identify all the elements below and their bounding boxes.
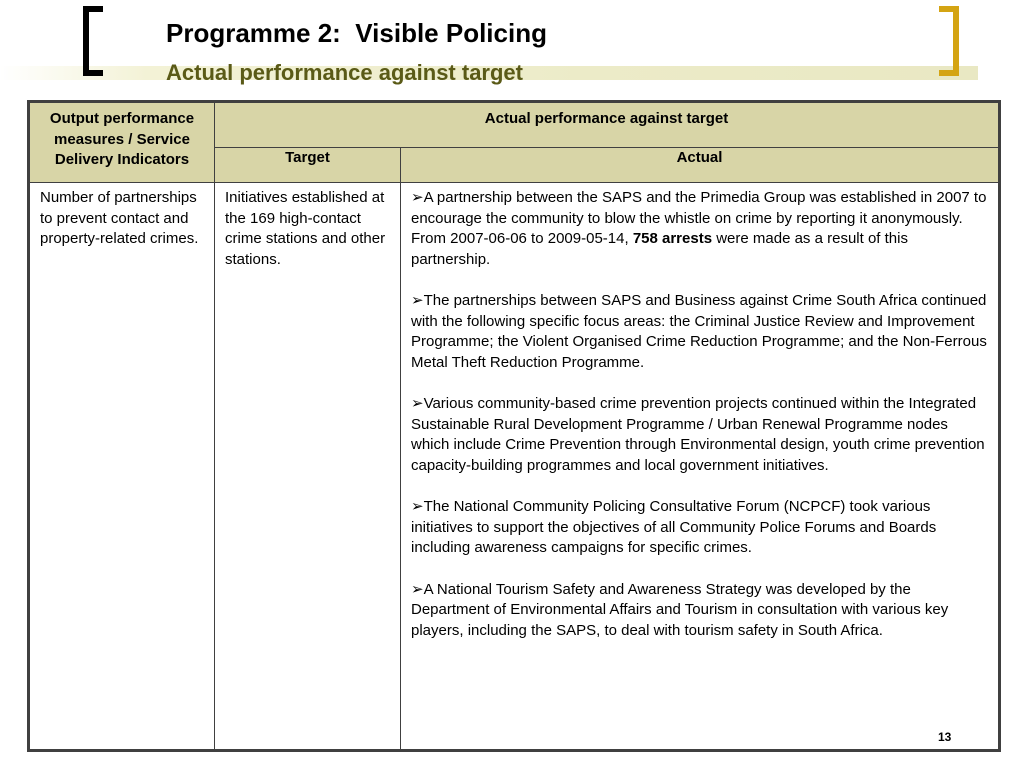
arrow-bullet-icon: ➢ bbox=[411, 580, 424, 598]
actual-bullet-text: Various community-based crime prevention projects continued within the Integrated Sustainable Rural Development Programme / Urban Renewal Programme nodes which include Crime Prevention through Environmental design, youth crime prevention capacity-building programmes and local government initiatives. bbox=[411, 395, 985, 474]
actual-bullet-item bbox=[411, 580, 988, 642]
actual-column-header: Actual bbox=[401, 148, 1000, 183]
target-cell: Initiatives established at the 169 high-contact crime stations and other stations. bbox=[215, 183, 401, 751]
measures-column-header: Output performance measures / Service Delivery Indicators bbox=[29, 102, 215, 183]
actual-bullet-item bbox=[411, 188, 988, 270]
right-bracket-decoration bbox=[939, 6, 959, 76]
performance-group-header: Actual performance against target bbox=[215, 102, 1000, 148]
actual-bullet-text: A partnership between the SAPS and the Primedia Group was established in 2007 to encourage the community to blow the whistle on crime by reporting it anonymously. From 2007-06-06 to 2009-05-14, bbox=[411, 189, 987, 247]
performance-table bbox=[27, 100, 1001, 752]
actual-bullet-text: The National Community Policing Consultative Forum (NCPCF) took various initiatives to support the objectives of all Community Police Forums and Boards including awareness campaigns for specific crimes. bbox=[411, 498, 937, 556]
actual-cell bbox=[401, 183, 1000, 751]
actual-bullet-text: The partnerships between SAPS and Business against Crime South Africa continued with the following specific focus areas: the Criminal Justice Review and Improvement Programme; the Violent Organised Crime Reduction Programme; and the Non-Ferrous Metal Theft Reduction Programme. bbox=[411, 292, 987, 371]
arrow-bullet-icon: ➢ bbox=[411, 292, 424, 309]
actual-bullet-text: A National Tourism Safety and Awareness Strategy was developed by the Department of Environmental Affairs and Tourism in consultation with various key players, including the SAPS, to deal with tourism safety in South Africa. bbox=[411, 580, 949, 639]
arrow-bullet-icon: ➢ bbox=[411, 498, 424, 515]
actual-bullet-item bbox=[411, 394, 988, 476]
arrow-bullet-icon: ➢ bbox=[411, 189, 424, 206]
slide-title: Programme 2: Visible Policing bbox=[166, 18, 547, 48]
arrow-bullet-icon: ➢ bbox=[411, 395, 424, 412]
slide-subtitle: Actual performance against target bbox=[166, 60, 523, 85]
left-bracket-decoration bbox=[83, 6, 103, 76]
target-column-header: Target bbox=[215, 148, 401, 183]
arrests-count: 758 arrests bbox=[632, 230, 713, 247]
page-number: 13 bbox=[938, 730, 952, 744]
actual-bullet-item bbox=[411, 291, 988, 373]
actual-bullet-tail: were made as a result of this partnership. bbox=[411, 230, 908, 268]
actual-bullet-item bbox=[411, 497, 988, 559]
measure-cell: Number of partnerships to prevent contact and property-related crimes. bbox=[29, 183, 215, 751]
